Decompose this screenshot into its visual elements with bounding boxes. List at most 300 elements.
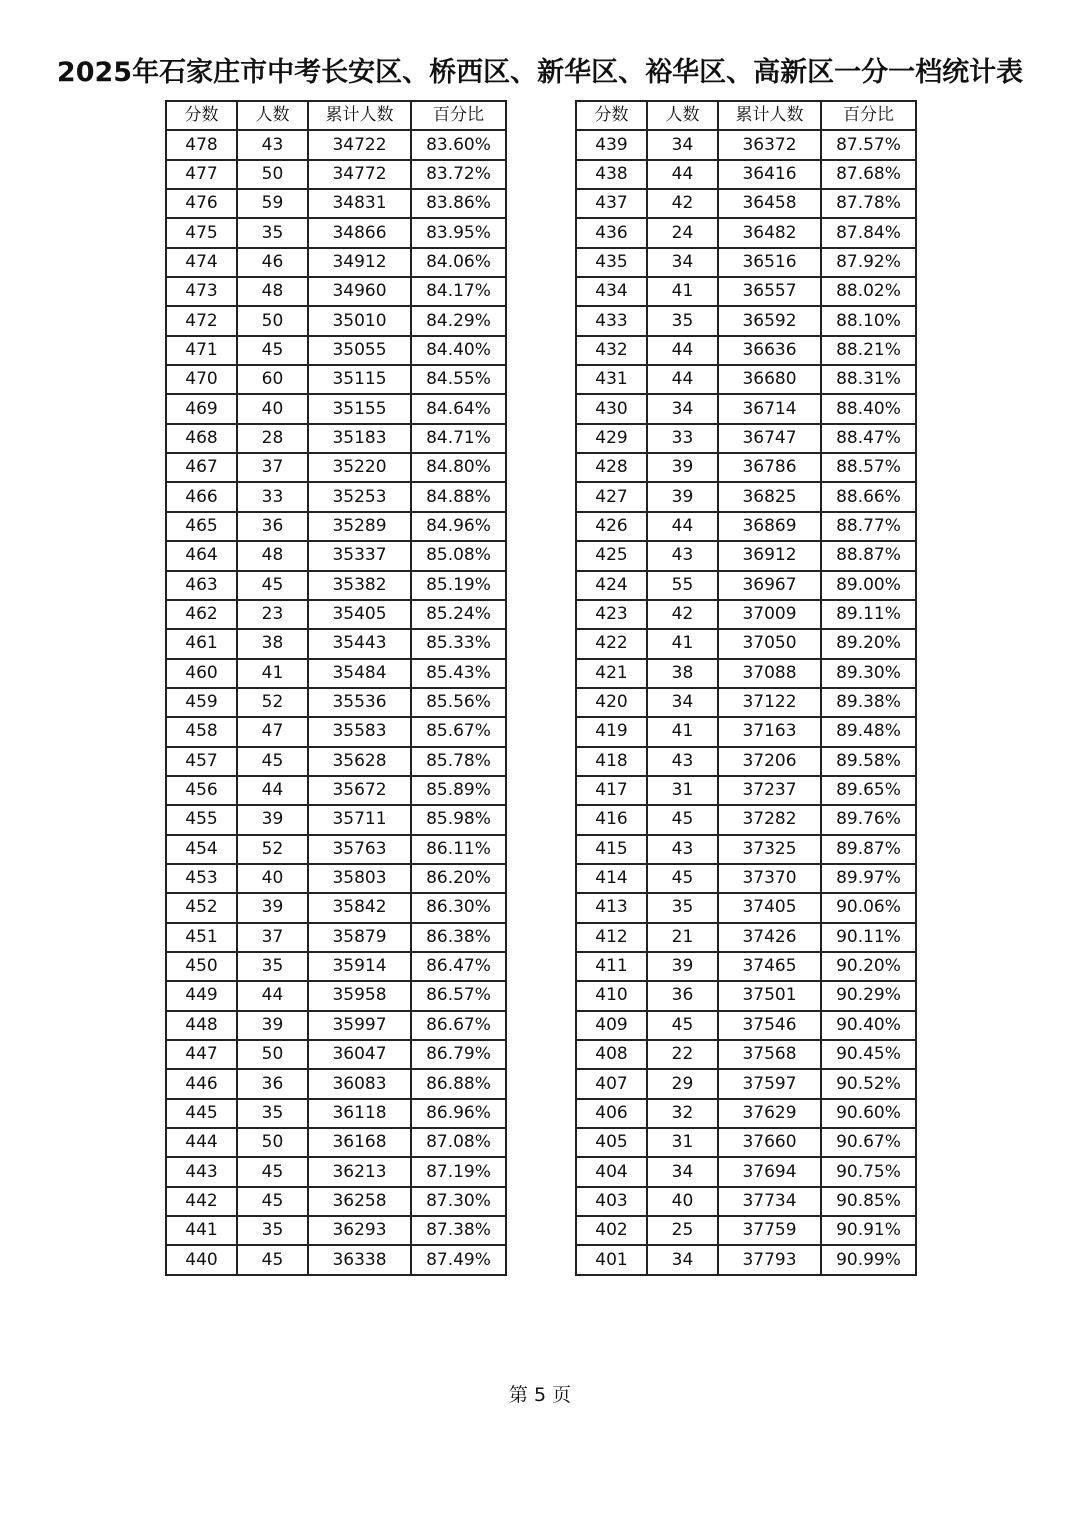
cell-count: 43 [237,130,308,159]
cell-cumulative: 36083 [308,1069,411,1098]
cell-count: 52 [237,835,308,864]
table-row [576,571,916,600]
cell-cumulative: 37597 [718,1069,821,1098]
table-row [576,600,916,629]
cell-score: 417 [576,776,647,805]
cell-count: 34 [647,1245,718,1274]
table-row [166,1011,506,1040]
header-count: 人数 [237,101,308,130]
table-row [166,952,506,981]
cell-count: 34 [647,688,718,717]
cell-percent: 85.08% [411,541,506,570]
cell-cumulative: 36293 [308,1216,411,1245]
cell-percent: 88.87% [821,541,916,570]
cell-score: 444 [166,1128,237,1157]
cell-count: 48 [237,541,308,570]
cell-percent: 90.99% [821,1245,916,1274]
cell-percent: 87.57% [821,130,916,159]
cell-cumulative: 35484 [308,659,411,688]
cell-score: 433 [576,306,647,335]
cell-percent: 85.43% [411,659,506,688]
table-row [576,512,916,541]
cell-cumulative: 37163 [718,717,821,746]
cell-count: 41 [237,659,308,688]
cell-cumulative: 36786 [718,453,821,482]
score-table-left [165,100,507,1276]
cell-percent: 86.11% [411,835,506,864]
table-row [166,981,506,1010]
cell-count: 41 [647,277,718,306]
cell-count: 40 [237,394,308,423]
table-row [166,805,506,834]
cell-score: 465 [166,512,237,541]
cell-percent: 87.30% [411,1187,506,1216]
table-row [166,571,506,600]
cell-percent: 90.45% [821,1040,916,1069]
cell-count: 40 [647,1187,718,1216]
cell-score: 434 [576,277,647,306]
header-score: 分数 [576,101,647,130]
cell-count: 44 [647,336,718,365]
cell-count: 47 [237,717,308,746]
cell-count: 42 [647,189,718,218]
table-row [576,864,916,893]
table-row [166,1187,506,1216]
cell-cumulative: 37546 [718,1011,821,1040]
cell-score: 475 [166,218,237,247]
cell-cumulative: 35914 [308,952,411,981]
cell-count: 60 [237,365,308,394]
cell-count: 44 [237,776,308,805]
cell-score: 412 [576,923,647,952]
table-row [576,1157,916,1186]
cell-score: 472 [166,306,237,335]
cell-count: 59 [237,189,308,218]
table-row [166,1245,506,1274]
table-row [576,1069,916,1098]
cell-cumulative: 37370 [718,864,821,893]
cell-cumulative: 36912 [718,541,821,570]
table-row [166,424,506,453]
table-row [576,160,916,189]
cell-percent: 86.67% [411,1011,506,1040]
table-row [166,248,506,277]
table-row [166,218,506,247]
cell-count: 43 [647,747,718,776]
cell-percent: 85.19% [411,571,506,600]
cell-cumulative: 36592 [718,306,821,335]
cell-score: 422 [576,629,647,658]
cell-cumulative: 35879 [308,923,411,952]
cell-count: 46 [237,248,308,277]
cell-cumulative: 36747 [718,424,821,453]
cell-percent: 86.96% [411,1099,506,1128]
cell-count: 45 [237,1245,308,1274]
table-row [166,482,506,511]
table-row [576,130,916,159]
cell-count: 34 [647,394,718,423]
cell-count: 31 [647,776,718,805]
cell-score: 405 [576,1128,647,1157]
cell-count: 25 [647,1216,718,1245]
cell-percent: 90.60% [821,1099,916,1128]
cell-count: 55 [647,571,718,600]
cell-count: 41 [647,717,718,746]
cell-cumulative: 37694 [718,1157,821,1186]
cell-percent: 89.58% [821,747,916,776]
table-row [576,1245,916,1274]
cell-count: 35 [237,1216,308,1245]
cell-count: 32 [647,1099,718,1128]
cell-cumulative: 34722 [308,130,411,159]
cell-count: 34 [647,248,718,277]
cell-percent: 89.38% [821,688,916,717]
cell-percent: 86.20% [411,864,506,893]
cell-count: 45 [237,1157,308,1186]
cell-cumulative: 36338 [308,1245,411,1274]
cell-score: 457 [166,747,237,776]
cell-cumulative: 36967 [718,571,821,600]
table-row [576,424,916,453]
cell-percent: 85.67% [411,717,506,746]
cell-cumulative: 35628 [308,747,411,776]
cell-score: 458 [166,717,237,746]
cell-percent: 84.29% [411,306,506,335]
cell-score: 477 [166,160,237,189]
cell-percent: 89.11% [821,600,916,629]
cell-count: 35 [647,893,718,922]
cell-cumulative: 37793 [718,1245,821,1274]
cell-score: 414 [576,864,647,893]
cell-count: 42 [647,600,718,629]
cell-count: 33 [237,482,308,511]
cell-percent: 84.88% [411,482,506,511]
cell-count: 36 [647,981,718,1010]
table-row [576,336,916,365]
cell-cumulative: 35337 [308,541,411,570]
cell-score: 408 [576,1040,647,1069]
cell-cumulative: 37088 [718,659,821,688]
table-row [576,717,916,746]
table-row [166,394,506,423]
table-row [576,952,916,981]
cell-score: 410 [576,981,647,1010]
table-row [166,923,506,952]
cell-cumulative: 36458 [718,189,821,218]
cell-score: 428 [576,453,647,482]
cell-score: 463 [166,571,237,600]
cell-count: 40 [237,864,308,893]
cell-count: 31 [647,1128,718,1157]
cell-score: 474 [166,248,237,277]
cell-count: 28 [237,424,308,453]
table-row [166,512,506,541]
table-row [166,1040,506,1069]
cell-cumulative: 34960 [308,277,411,306]
cell-cumulative: 37282 [718,805,821,834]
cell-score: 406 [576,1099,647,1128]
cell-count: 39 [647,952,718,981]
cell-count: 21 [647,923,718,952]
table-row [166,189,506,218]
cell-cumulative: 35711 [308,805,411,834]
cell-score: 462 [166,600,237,629]
cell-score: 439 [576,130,647,159]
cell-percent: 90.91% [821,1216,916,1245]
cell-score: 421 [576,659,647,688]
table-header-row [166,101,506,130]
cell-count: 39 [647,482,718,511]
cell-percent: 88.47% [821,424,916,453]
table-row [166,541,506,570]
cell-percent: 86.47% [411,952,506,981]
cell-count: 50 [237,1128,308,1157]
cell-count: 34 [647,1157,718,1186]
cell-percent: 84.40% [411,336,506,365]
cell-cumulative: 34831 [308,189,411,218]
cell-count: 33 [647,424,718,453]
cell-score: 454 [166,835,237,864]
cell-percent: 85.89% [411,776,506,805]
page-title: 2025年石家庄市中考长安区、桥西区、新华区、裕华区、高新区一分一档统计表 [56,57,1024,88]
cell-count: 39 [237,893,308,922]
cell-percent: 88.66% [821,482,916,511]
cell-percent: 90.67% [821,1128,916,1157]
table-row [166,600,506,629]
cell-percent: 86.79% [411,1040,506,1069]
table-row [166,1128,506,1157]
cell-cumulative: 37660 [718,1128,821,1157]
cell-score: 453 [166,864,237,893]
cell-score: 473 [166,277,237,306]
cell-percent: 89.20% [821,629,916,658]
cell-cumulative: 35220 [308,453,411,482]
cell-cumulative: 36118 [308,1099,411,1128]
cell-cumulative: 37759 [718,1216,821,1245]
cell-score: 426 [576,512,647,541]
table-row [576,541,916,570]
cell-cumulative: 37426 [718,923,821,952]
cell-count: 44 [647,160,718,189]
cell-score: 467 [166,453,237,482]
cell-percent: 88.57% [821,453,916,482]
cell-count: 44 [647,512,718,541]
table-row [576,1187,916,1216]
cell-score: 429 [576,424,647,453]
cell-cumulative: 35010 [308,306,411,335]
cell-score: 443 [166,1157,237,1186]
cell-score: 401 [576,1245,647,1274]
cell-score: 407 [576,1069,647,1098]
cell-cumulative: 36869 [718,512,821,541]
table-row [576,981,916,1010]
cell-cumulative: 35055 [308,336,411,365]
cell-percent: 83.86% [411,189,506,218]
cell-count: 44 [647,365,718,394]
table-row [166,306,506,335]
cell-percent: 90.40% [821,1011,916,1040]
cell-percent: 85.33% [411,629,506,658]
table-row [576,482,916,511]
table-row [166,130,506,159]
cell-percent: 87.68% [821,160,916,189]
cell-score: 425 [576,541,647,570]
cell-cumulative: 36636 [718,336,821,365]
header-percent: 百分比 [821,101,916,130]
cell-percent: 90.85% [821,1187,916,1216]
cell-count: 43 [647,541,718,570]
cell-cumulative: 35842 [308,893,411,922]
cell-score: 448 [166,1011,237,1040]
cell-cumulative: 37629 [718,1099,821,1128]
cell-cumulative: 35958 [308,981,411,1010]
cell-score: 413 [576,893,647,922]
table-row [576,1216,916,1245]
cell-percent: 87.92% [821,248,916,277]
cell-cumulative: 37405 [718,893,821,922]
cell-score: 420 [576,688,647,717]
cell-cumulative: 35115 [308,365,411,394]
cell-percent: 88.77% [821,512,916,541]
table-row [166,1216,506,1245]
cell-count: 36 [237,512,308,541]
table-row [166,835,506,864]
table-row [166,776,506,805]
table-row [166,336,506,365]
cell-cumulative: 34772 [308,160,411,189]
cell-percent: 84.71% [411,424,506,453]
cell-score: 445 [166,1099,237,1128]
cell-cumulative: 35405 [308,600,411,629]
cell-cumulative: 37325 [718,835,821,864]
cell-score: 418 [576,747,647,776]
table-row [166,864,506,893]
cell-cumulative: 36557 [718,277,821,306]
cell-score: 419 [576,717,647,746]
cell-score: 409 [576,1011,647,1040]
cell-score: 416 [576,805,647,834]
cell-score: 411 [576,952,647,981]
table-row [576,453,916,482]
cell-count: 45 [237,1187,308,1216]
cell-percent: 88.40% [821,394,916,423]
cell-cumulative: 34912 [308,248,411,277]
cell-count: 39 [237,805,308,834]
cell-score: 468 [166,424,237,453]
table-row [166,160,506,189]
cell-percent: 90.20% [821,952,916,981]
cell-cumulative: 35155 [308,394,411,423]
table-row [576,805,916,834]
table-row [576,277,916,306]
table-row [576,189,916,218]
cell-percent: 90.52% [821,1069,916,1098]
cell-cumulative: 35583 [308,717,411,746]
cell-score: 449 [166,981,237,1010]
cell-cumulative: 37122 [718,688,821,717]
cell-count: 35 [647,306,718,335]
cell-score: 469 [166,394,237,423]
cell-score: 437 [576,189,647,218]
cell-percent: 87.08% [411,1128,506,1157]
cell-percent: 88.10% [821,306,916,335]
cell-score: 442 [166,1187,237,1216]
cell-score: 430 [576,394,647,423]
table-row [166,1099,506,1128]
table-row [576,659,916,688]
cell-score: 440 [166,1245,237,1274]
table-row [576,218,916,247]
cell-percent: 85.56% [411,688,506,717]
page-number: 第 5 页 [508,1384,572,1406]
cell-percent: 83.60% [411,130,506,159]
cell-score: 436 [576,218,647,247]
cell-cumulative: 36047 [308,1040,411,1069]
cell-percent: 83.72% [411,160,506,189]
table-row [576,306,916,335]
cell-percent: 89.48% [821,717,916,746]
cell-score: 476 [166,189,237,218]
cell-percent: 87.38% [411,1216,506,1245]
cell-score: 456 [166,776,237,805]
cell-percent: 89.65% [821,776,916,805]
cell-count: 52 [237,688,308,717]
table-row [576,365,916,394]
cell-score: 464 [166,541,237,570]
cell-cumulative: 35382 [308,571,411,600]
score-table-right [575,100,917,1276]
cell-cumulative: 36372 [718,130,821,159]
cell-count: 37 [237,453,308,482]
cell-score: 446 [166,1069,237,1098]
table-row [166,365,506,394]
cell-percent: 89.76% [821,805,916,834]
cell-cumulative: 36714 [718,394,821,423]
cell-score: 452 [166,893,237,922]
cell-cumulative: 36825 [718,482,821,511]
cell-score: 431 [576,365,647,394]
cell-score: 423 [576,600,647,629]
cell-cumulative: 36516 [718,248,821,277]
cell-count: 36 [237,1069,308,1098]
cell-score: 459 [166,688,237,717]
table-row [576,688,916,717]
cell-cumulative: 35289 [308,512,411,541]
table-row [576,776,916,805]
cell-cumulative: 37465 [718,952,821,981]
cell-percent: 90.29% [821,981,916,1010]
table-row [576,747,916,776]
cell-count: 34 [647,130,718,159]
table-row [166,747,506,776]
cell-count: 45 [647,1011,718,1040]
table-row [166,717,506,746]
table-row [166,688,506,717]
cell-count: 35 [237,952,308,981]
cell-score: 471 [166,336,237,365]
cell-score: 427 [576,482,647,511]
cell-count: 41 [647,629,718,658]
table-row [576,1099,916,1128]
cell-percent: 89.30% [821,659,916,688]
cell-cumulative: 36680 [718,365,821,394]
cell-count: 24 [647,218,718,247]
cell-cumulative: 37009 [718,600,821,629]
cell-percent: 87.49% [411,1245,506,1274]
table-row [166,1069,506,1098]
cell-count: 37 [237,923,308,952]
cell-percent: 84.55% [411,365,506,394]
